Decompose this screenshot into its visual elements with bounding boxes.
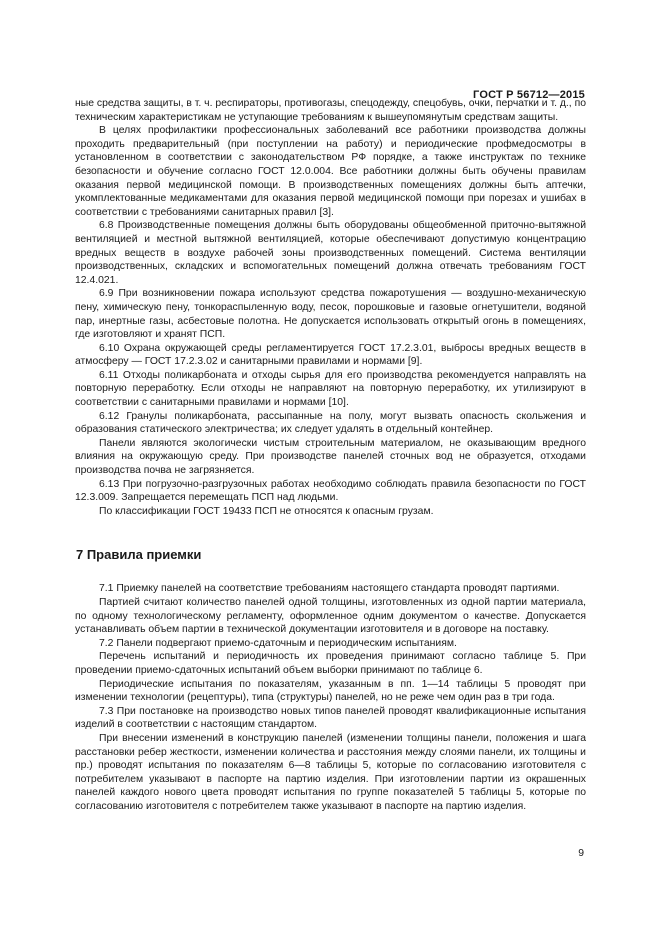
- page-number: 9: [578, 848, 584, 859]
- paragraph: 6.13 При погрузочно-разгрузочных работах необходимо соблюдать правила безопасности по ГОСТ 12.3.009. Запрещается перемещать ПСП над людьми.: [75, 478, 586, 504]
- paragraph: Периодические испытания по показателям, указанным в пп. 1—14 таблицы 5 проводят при изменении технологии (рецептуры), типа (структуры) панелей, но не реже чем один раз в три года.: [75, 678, 586, 704]
- paragraph: При внесении изменений в конструкцию панелей (изменении толщины панели, положения и шага расстановки ребер жесткости, изменении количества и расстояния между слоями панели, их толщины и пр.) проводят испытания по показателям 6—8 таблицы 5, которые по согласованию изготовителя с потребителем указывают в паспорте на партию изделия. При изготовлении партии из окрашенных панелей каждого нового цвета проводят испытания по группе показателей 5 таблицы 5, которые по согласованию изготовителя с потребителем также указывают в паспорте на партию изделия.: [75, 732, 586, 812]
- paragraph: В целях профилактики профессиональных заболеваний все работники производства должны проходить предварительный (при поступлении на работу) и периодические профмедосмотры в установленном в соответствии с законодательством РФ порядке, а также инструктаж по технике безопасности и обучение согласно ГОСТ 12.0.004. Все работники должны быть обучены правилам оказания первой медицинской помощи. В производственных помещениях должны быть аптечки, укомплектованные медикаментами для оказания первой медицинской помощи при порезах и ушибах в соответствии с требованиями санитарных правил [3].: [75, 125, 586, 218]
- paragraph: Партией считают количество панелей одной толщины, изготовленных из одной партии материала, по одному технологическому регламенту, оформленное одним документом о качестве. Допускается устанавливать объем партии в технической документации изготовителя и в договоре на поставку.: [75, 597, 586, 636]
- paragraph: 6.10 Охрана окружающей среды регламентируется ГОСТ 17.2.3.01, выбросы вредных веществ в атмосферу — ГОСТ 17.2.3.02 и санитарными правилами и нормами [9].: [75, 342, 586, 368]
- paragraph: 6.9 При возникновении пожара используют средства пожаротушения — воздушно-механическую пену, химическую пену, тонкораспыленную воду, песок, порошковые и газовые огнетушители, водяной пар, инертные газы, асбестовые полотна. Не допускается использовать открытый огонь в помещениях, где изготовляют и хранят ПСП.: [75, 288, 586, 341]
- paragraph: ные средства защиты, в т. ч. респираторы, противогазы, спецодежду, спецобувь, очки, перчатки и т. д., по техническим характеристикам не уступающие требованиям к вышеупомянутым средствам защиты.: [75, 98, 586, 123]
- paragraph: 7.3 При постановке на производство новых типов панелей проводят квалификационные испытания изделий в соответствии с настоящим стандартом.: [75, 705, 586, 731]
- paragraph: 7.2 Панели подвергают приемо-сдаточным и периодическим испытаниям.: [99, 637, 457, 649]
- paragraph: 6.11 Отходы поликарбоната и отходы сырья для его производства рекомендуется направлять на повторную переработку. Если отходы не направляют на повторную переработку, их утилизируют в соответствии с санитарными правилами и нормами [10].: [75, 369, 586, 409]
- document-body: [75, 97, 586, 814]
- paragraph: 6.8 Производственные помещения должны быть оборудованы общеобменной приточно-вытяжной вентиляцией и местной вытяжной вентиляцией, которые обеспечивают допустимую концентрацию вредных веществ в воздухе рабочей зоны производственных помещений. Система вентиляции производственных, складских и вспомогательных помещений должна отвечать требованиям ГОСТ 12.4.021.: [75, 220, 586, 286]
- section-title: 7 Правила приемки: [76, 547, 202, 563]
- paragraph: 7.1 Приемку панелей на соответствие требованиям настоящего стандарта проводят партиями.: [99, 583, 560, 595]
- standard-header: ГОСТ Р 56712—2015: [473, 89, 585, 101]
- section-6-continuation: [75, 97, 586, 518]
- paragraph: Панели являются экологически чистым строительным материалом, не оказывающим вредного влияния на окружающую среду. При производстве панелей сточных вод не образуется, отходами производства почва не загрязняется.: [75, 437, 586, 477]
- section-7-body: [75, 582, 586, 813]
- paragraph: 6.12 Гранулы поликарбоната, рассыпанные на полу, могут вызвать опасность скольжения и образования статического электричества; их следует удалять в отдельный контейнер.: [75, 410, 586, 436]
- paragraph: По классификации ГОСТ 19433 ПСП не относятся к опасным грузам.: [99, 505, 434, 517]
- paragraph: Перечень испытаний и периодичность их проведения принимают согласно таблице 5. При проведении приемо-сдаточных испытаний объем выборки принимают по таблице 6.: [75, 651, 586, 676]
